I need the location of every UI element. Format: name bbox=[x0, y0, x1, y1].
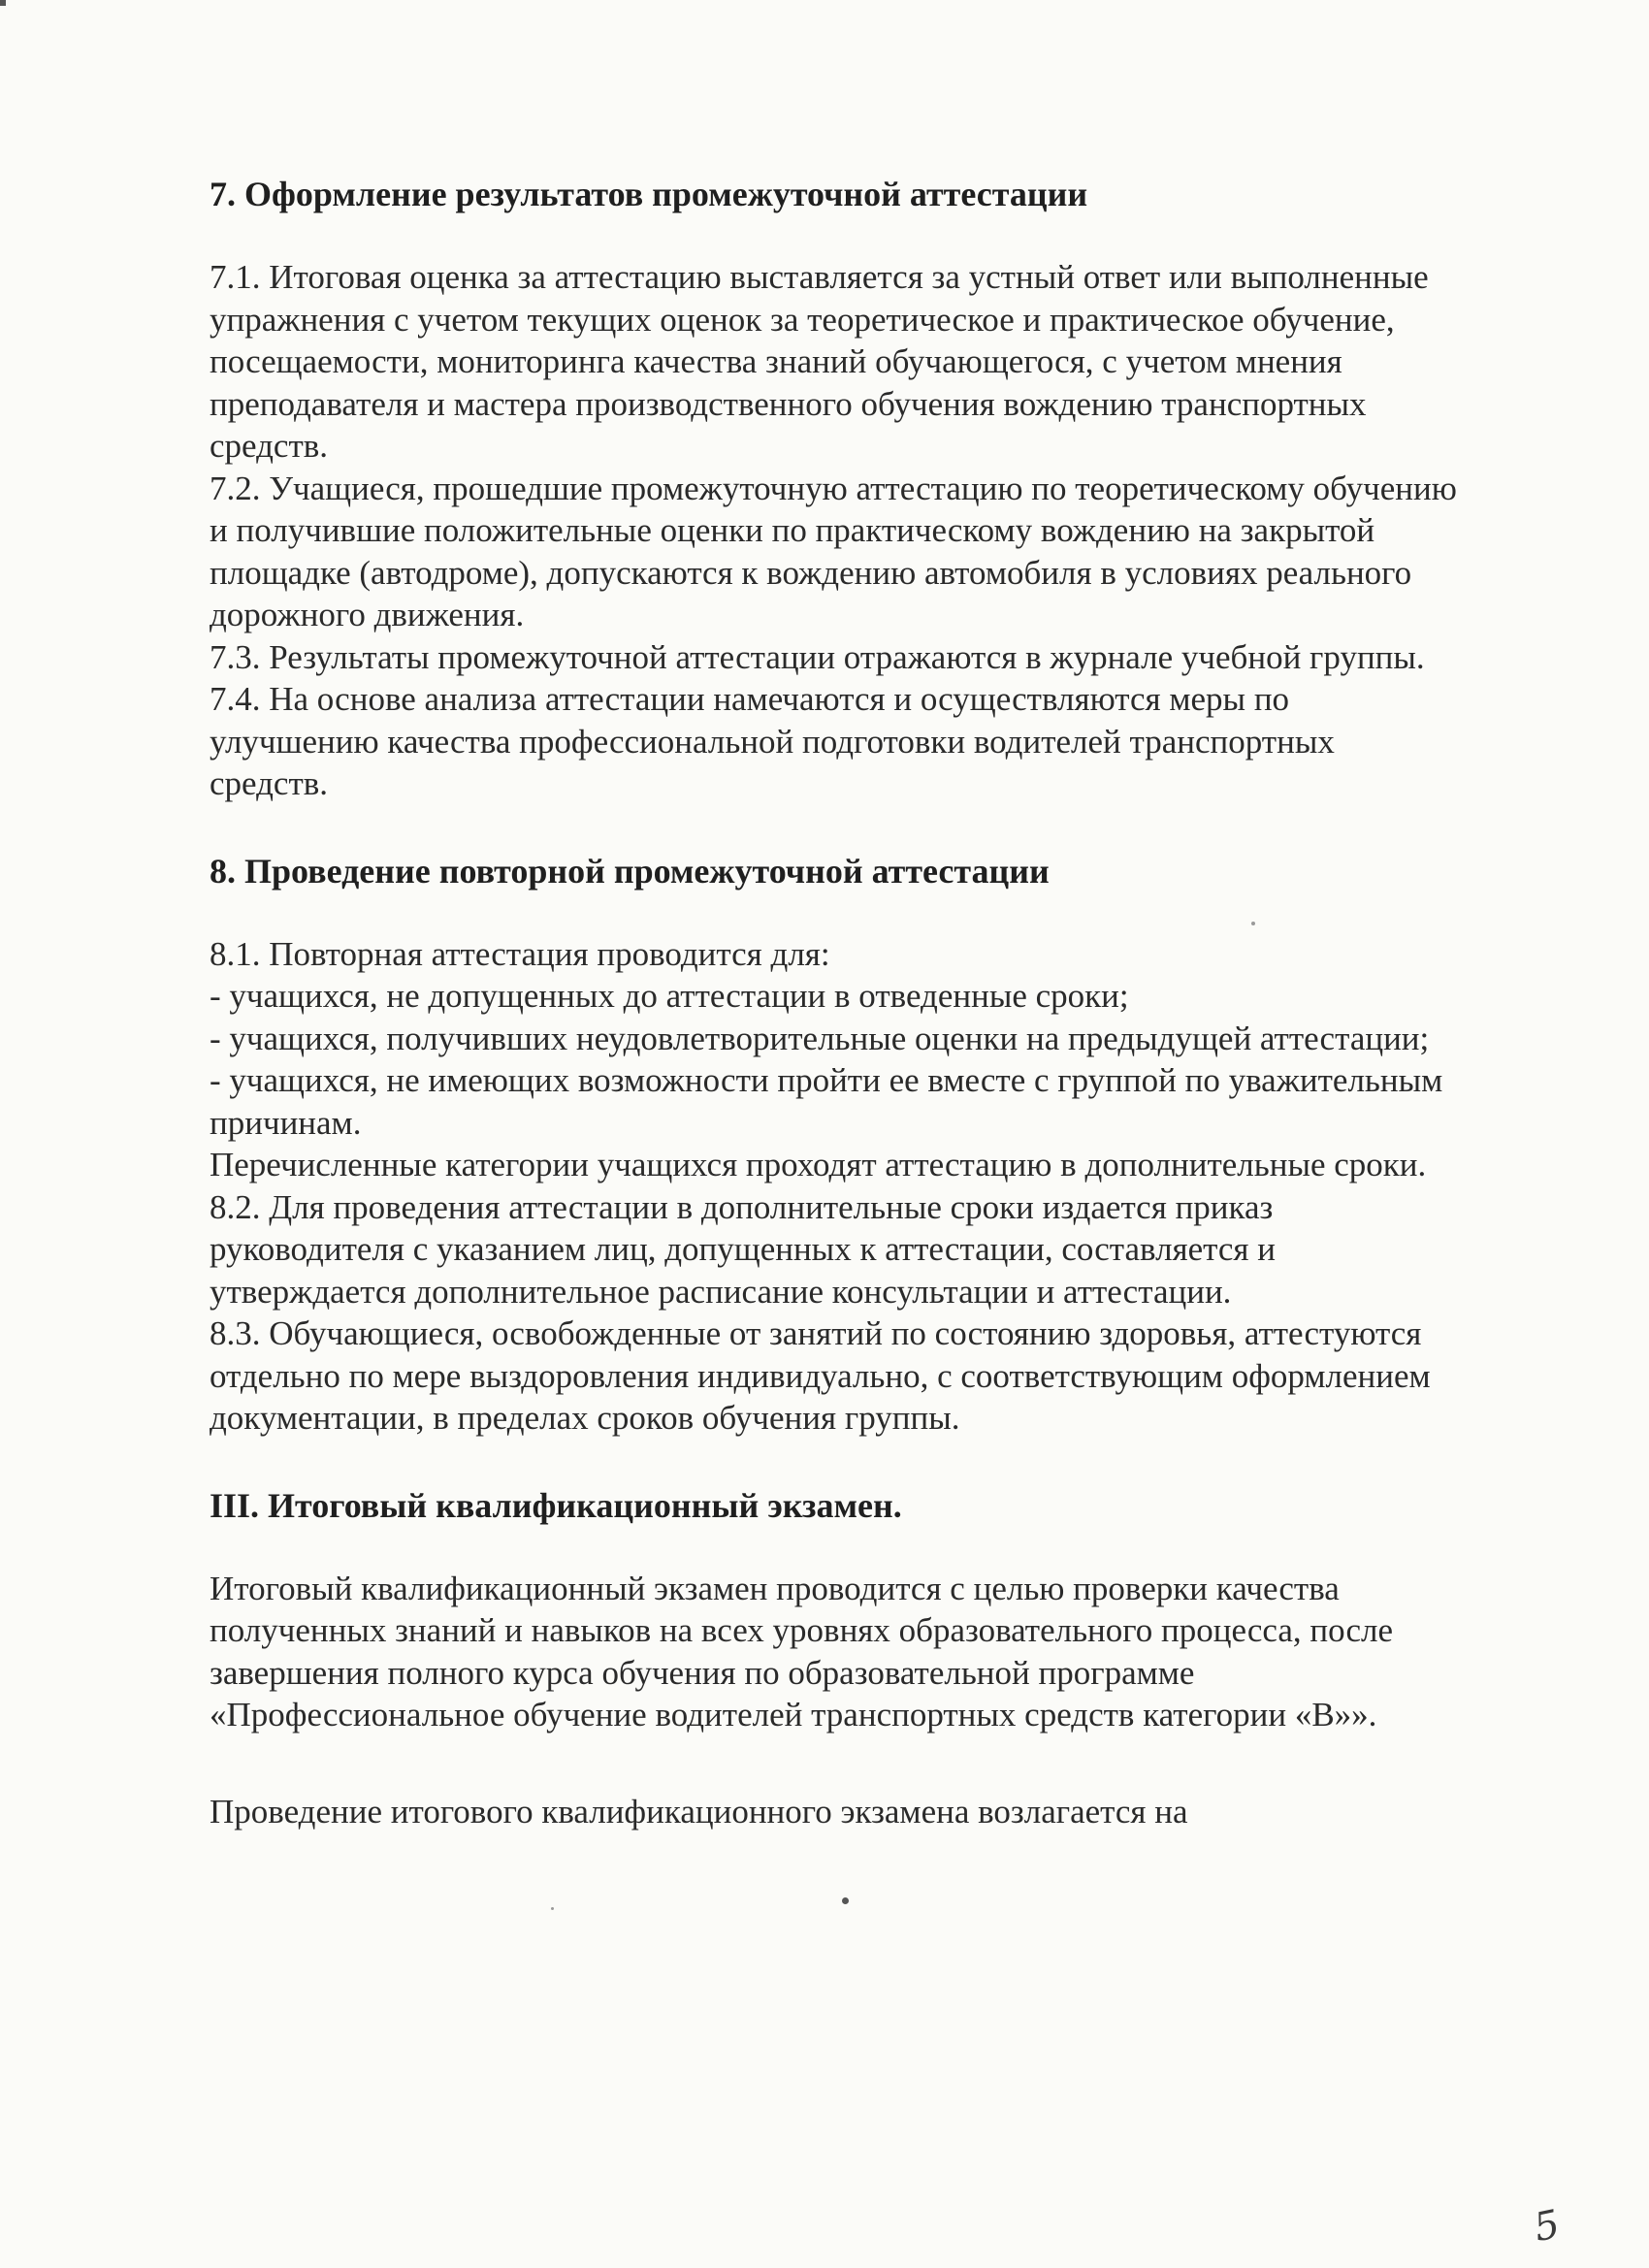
paragraph-8-1: 8.1. Повторная аттестация проводится для: bbox=[210, 934, 830, 973]
paragraph-8-1-note: Перечисленные категории учащихся проходят аттестацию в дополнительные сроки. bbox=[210, 1146, 1427, 1183]
list-item-8-1-a: - учащихся, не допущенных до аттестации в отведенные сроки; bbox=[210, 977, 1129, 1015]
document-body bbox=[210, 173, 1461, 1832]
paragraph-7-4: 7.4. На основе анализа аттестации намечаются и осуществляются меры по улучшению качества профессиональной подготовки водителей транспортных средств. bbox=[210, 680, 1335, 802]
spacer bbox=[210, 1527, 1461, 1568]
scan-edge-mark bbox=[0, 0, 6, 6]
spacer bbox=[210, 1440, 1461, 1484]
paragraph-8-3: 8.3. Обучающиеся, освобожденные от занятий по состоянию здоровья, аттестуются отдельно по мере выздоровления индивидуально, с соответствующим оформлением документации, в пределах сроков обучения группы. bbox=[210, 1314, 1431, 1437]
section-8-heading: 8. Проведение повторной промежуточной аттестации bbox=[210, 851, 1050, 891]
list-item-8-1-c: - учащихся, не имеющих возможности пройти ее вместе с группой по уважительным причинам. bbox=[210, 1061, 1443, 1142]
section-3-heading: III. Итоговый квалификационный экзамен. bbox=[210, 1485, 902, 1525]
scan-dot bbox=[1251, 922, 1255, 925]
paragraph-7-1: 7.1. Итоговая оценка за аттестацию выставляется за устный ответ или выполненные упражнения с учетом текущих оценок за теоретическое и практическое обучение, посещаемости, мониторинга качества знаний обучающегося, с учетом мнения преподавателя и мастера производственного обучения вождению транспортных средств. bbox=[210, 258, 1429, 465]
paragraph-exam-intro: Итоговый квалификационный экзамен проводится с целью проверки качества полученных знаний и навыков на всех уровнях образовательного процесса, после завершения полного курса обучения по образовательной программе «Профессиональное обучение водителей транспортных средств категории «В»». bbox=[210, 1569, 1394, 1733]
paragraph-7-3: 7.3. Результаты промежуточной аттестации отражаются в журнале учебной группы. bbox=[210, 637, 1425, 676]
section-7-heading: 7. Оформление результатов промежуточной аттестации bbox=[210, 175, 1088, 213]
list-item-8-1-b: - учащихся, получивших неудовлетворительные оценки на предыдущей аттестации; bbox=[210, 1019, 1430, 1057]
paragraph-8-2: 8.2. Для проведения аттестации в дополнительные сроки издается приказ руководителя с указанием лиц, допущенных к аттестации, составляется и утверждается дополнительное расписание консультации и аттестации. bbox=[210, 1187, 1277, 1311]
spacer bbox=[210, 805, 1461, 850]
spacer bbox=[210, 892, 1461, 933]
scan-dot bbox=[551, 1907, 554, 1910]
spacer bbox=[210, 1736, 1461, 1791]
spacer bbox=[210, 215, 1461, 256]
paragraph-exam-responsibility: Проведение итогового квалификационного экзамена возлагается на bbox=[210, 1792, 1188, 1831]
page-number: 5 bbox=[1530, 2201, 1564, 2252]
scan-dot bbox=[842, 1897, 849, 1904]
paragraph-7-2: 7.2. Учащиеся, прошедшие промежуточную аттестацию по теоретическому обучению и получившие положительные оценки по практическому вождению на закрытой площадке (автодроме), допускаются к вождению автомобиля в условиях реального дорожного движения. bbox=[210, 469, 1457, 633]
